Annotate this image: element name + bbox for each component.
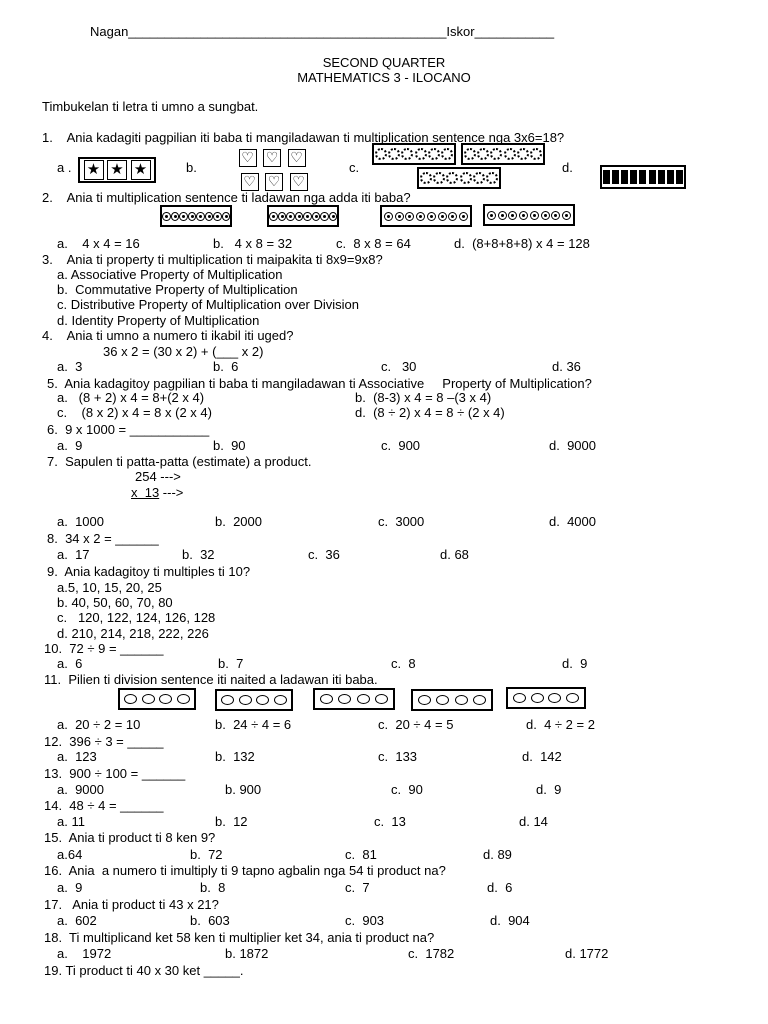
q5-option-d: d. (8 ÷ 2) x 4 = 8 ÷ (2 x 4): [355, 405, 505, 420]
q4-option-c: c. 30: [381, 359, 417, 374]
q1-option-c-label: c.: [349, 160, 360, 175]
swirl-icon: [188, 212, 197, 221]
q17-option-a: a. 602: [57, 913, 97, 928]
gear-icon: [504, 148, 516, 160]
q1-option-d-sticks-picture: [600, 165, 686, 189]
stick-icon: [676, 170, 683, 184]
q11-option-d: d. 4 ÷ 2 = 2: [526, 717, 595, 732]
q13-option-b: b. 900: [225, 782, 262, 797]
heart-icon: ♡: [263, 149, 281, 167]
q17-option-b: b. 603: [190, 913, 230, 928]
q9-option-d: d. 210, 214, 218, 222, 226: [57, 626, 209, 641]
q8-question: 8. 34 x 2 = ______: [47, 531, 159, 546]
q11-option-b: b. 24 ÷ 4 = 6: [215, 717, 292, 732]
swirl-icon: [222, 212, 231, 221]
q16-option-c: c. 7: [345, 880, 370, 895]
oval-icon: [124, 694, 137, 704]
q6-option-a: a. 9: [57, 438, 83, 453]
swirl-icon: [312, 212, 321, 221]
swirl-icon: [269, 212, 278, 221]
swirl-icon: [427, 212, 436, 221]
q14-option-c: c. 13: [374, 814, 406, 829]
gear-icon: [428, 148, 440, 160]
q10-option-d: d. 9: [562, 656, 588, 671]
oval-icon: [357, 694, 370, 704]
q14-option-d: d. 14: [519, 814, 548, 829]
q8-option-d: d. 68: [440, 547, 469, 562]
title-subject: MATHEMATICS 3 - ILOCANO: [297, 70, 471, 85]
oval-icon: [548, 693, 561, 703]
stick-icon: [649, 170, 656, 184]
swirl-icon: [438, 212, 447, 221]
instruction: Timbukelan ti letra ti umno a sungbat.: [42, 99, 259, 114]
q11-picture-group-1: [118, 688, 196, 710]
gear-icon: [446, 172, 458, 184]
q16-question: 16. Ania a numero ti imultiply ti 9 tapno agbalin nga 54 ti product na?: [44, 863, 446, 878]
oval-icon: [375, 694, 388, 704]
swirl-icon: [395, 212, 404, 221]
gear-icon: [388, 148, 400, 160]
swirl-icon: [179, 212, 188, 221]
q12-option-b: b. 132: [215, 749, 255, 764]
star-icon: ★: [131, 160, 151, 180]
oval-icon: [513, 693, 526, 703]
q1-option-b-hearts-row1: [232, 146, 312, 170]
q1-option-a-label: a .: [57, 160, 72, 175]
q2-option-a: a. 4 x 4 = 16: [57, 236, 140, 251]
q17-question: 17. Ania ti product ti 43 x 21?: [44, 897, 219, 912]
q7-option-d: d. 4000: [549, 514, 596, 529]
q10-question: 10. 72 ÷ 9 = ______: [44, 641, 164, 656]
q11-option-a: a. 20 ÷ 2 = 10: [57, 717, 141, 732]
q1-option-c-gear-group-2: [461, 143, 545, 165]
q12-option-d: d. 142: [522, 749, 562, 764]
swirl-icon: [498, 211, 507, 220]
q2-picture-group-1: [160, 205, 232, 227]
title-quarter: SECOND QUARTER: [322, 55, 446, 70]
gear-icon: [477, 148, 489, 160]
q3-option-a: a. Associative Property of Multiplication: [57, 267, 283, 282]
heart-icon: ♡: [290, 173, 308, 191]
q4-option-a: a. 3: [57, 359, 83, 374]
q16-option-d: d. 6: [487, 880, 513, 895]
q1-option-c-gear-group-3: [417, 167, 501, 189]
oval-icon: [436, 695, 449, 705]
q2-option-c: c. 8 x 8 = 64: [336, 236, 411, 251]
q7-multiplier-number: x 13: [131, 485, 160, 500]
q7-multiplicand: 254 --->: [135, 469, 181, 484]
q1-option-c-gear-group-1: [372, 143, 456, 165]
swirl-icon: [303, 212, 312, 221]
q6-option-d: d. 9000: [549, 438, 596, 453]
stick-icon: [612, 170, 619, 184]
q10-option-a: a. 6: [57, 656, 83, 671]
q3-option-b: b. Commutative Property of Multiplication: [57, 282, 298, 297]
swirl-icon: [171, 212, 180, 221]
q6-option-c: c. 900: [381, 438, 421, 453]
q16-option-a: a. 9: [57, 880, 83, 895]
q5-option-c: c. (8 x 2) x 4 = 8 x (2 x 4): [57, 405, 212, 420]
swirl-icon: [295, 212, 304, 221]
q4-option-b: b. 6: [213, 359, 239, 374]
q18-question: 18. Ti multiplicand ket 58 ken ti multiplier ket 34, ania ti product na?: [44, 930, 435, 945]
q9-option-c: c. 120, 122, 124, 126, 128: [57, 610, 216, 625]
gear-icon: [464, 148, 476, 160]
gear-icon: [433, 172, 445, 184]
q18-option-d: d. 1772: [565, 946, 609, 961]
q15-option-d: d. 89: [483, 847, 512, 862]
q3-option-c: c. Distributive Property of Multiplication over Division: [57, 297, 359, 312]
q7-multiplier: [131, 485, 183, 500]
q13-option-d: d. 9: [536, 782, 562, 797]
q13-option-a: a. 9000: [57, 782, 104, 797]
gear-icon: [401, 148, 413, 160]
q18-option-b: b. 1872: [225, 946, 269, 961]
q10-option-b: b. 7: [218, 656, 244, 671]
swirl-icon: [286, 212, 295, 221]
q12-option-c: c. 133: [378, 749, 418, 764]
gear-icon: [420, 172, 432, 184]
oval-icon: [320, 694, 333, 704]
q14-option-b: b. 12: [215, 814, 248, 829]
oval-icon: [239, 695, 252, 705]
q2-picture-group-3: [380, 205, 472, 227]
q5-option-a: a. (8 + 2) x 4 = 8+(2 x 4): [57, 390, 205, 405]
q1-option-a-stars-picture: [78, 157, 156, 183]
q5-question: 5. Ania kadagitoy pagpilian ti baba ti mangiladawan ti Associative Property of Multiplication?: [47, 376, 592, 391]
swirl-icon: [405, 212, 414, 221]
q15-question: 15. Ania ti product ti 8 ken 9?: [44, 830, 216, 845]
gear-icon: [415, 148, 427, 160]
q6-question: 6. 9 x 1000 = ___________: [47, 422, 210, 437]
q7-question: 7. Sapulen ti patta-patta (estimate) a product.: [47, 454, 312, 469]
q12-question: 12. 396 ÷ 3 = _____: [44, 734, 164, 749]
heart-icon: ♡: [265, 173, 283, 191]
star-icon: ★: [107, 160, 127, 180]
q12-option-a: a. 123: [57, 749, 97, 764]
swirl-icon: [562, 211, 571, 220]
swirl-icon: [508, 211, 517, 220]
q1-option-b-label: b.: [186, 160, 197, 175]
q15-option-a: a.64: [57, 847, 83, 862]
q7-option-c: c. 3000: [378, 514, 425, 529]
swirl-icon: [519, 211, 528, 220]
q18-option-c: c. 1782: [408, 946, 455, 961]
oval-icon: [566, 693, 579, 703]
q13-option-c: c. 90: [391, 782, 423, 797]
q4-expression: 36 x 2 = (30 x 2) + (___ x 2): [103, 344, 264, 359]
oval-icon: [142, 694, 155, 704]
swirl-icon: [205, 212, 214, 221]
q8-option-b: b. 32: [182, 547, 215, 562]
oval-icon: [531, 693, 544, 703]
q17-option-c: c. 903: [345, 913, 385, 928]
q2-question: 2. Ania ti multiplication sentence ti ladawan nga adda iti baba?: [42, 190, 411, 205]
q7-option-a: a. 1000: [57, 514, 104, 529]
swirl-icon: [459, 212, 468, 221]
q9-option-a: a.5, 10, 15, 20, 25: [57, 580, 162, 595]
q11-option-c: c. 20 ÷ 4 = 5: [378, 717, 454, 732]
swirl-icon: [487, 211, 496, 220]
q11-question: 11. Pilien ti division sentence iti naited a ladawan iti baba.: [44, 672, 378, 687]
q15-option-c: c. 81: [345, 847, 377, 862]
star-icon: ★: [84, 160, 104, 180]
swirl-icon: [213, 212, 222, 221]
stick-icon: [621, 170, 628, 184]
q11-picture-group-3: [313, 688, 395, 710]
stick-icon: [630, 170, 637, 184]
stick-icon: [639, 170, 646, 184]
oval-icon: [274, 695, 287, 705]
swirl-icon: [162, 212, 171, 221]
gear-icon: [530, 148, 542, 160]
q3-option-d: d. Identity Property of Multiplication: [57, 313, 260, 328]
q18-option-a: a. 1972: [57, 946, 112, 961]
q11-picture-group-4: [411, 689, 493, 711]
swirl-icon: [384, 212, 393, 221]
oval-icon: [256, 695, 269, 705]
stick-icon: [603, 170, 610, 184]
q3-question: 3. Ania ti property ti multiplication ti maipakita ti 8x9=9x8?: [42, 252, 383, 267]
q13-question: 13. 900 ÷ 100 = ______: [44, 766, 186, 781]
q1-option-d-label: d.: [562, 160, 573, 175]
q9-option-b: b. 40, 50, 60, 70, 80: [57, 595, 173, 610]
swirl-icon: [416, 212, 425, 221]
heart-icon: ♡: [241, 173, 259, 191]
q2-picture-group-2: [267, 205, 339, 227]
q14-option-a: a. 11: [57, 814, 85, 829]
gear-icon: [517, 148, 529, 160]
q4-option-d: d. 36: [552, 359, 581, 374]
oval-icon: [455, 695, 468, 705]
q16-option-b: b. 8: [200, 880, 226, 895]
swirl-icon: [278, 212, 287, 221]
oval-icon: [418, 695, 431, 705]
swirl-icon: [530, 211, 539, 220]
q1-question: 1. Ania kadagiti pagpilian iti baba ti mangiladawan ti multiplication sentence nga 3x6=18?: [42, 130, 565, 145]
q19-question: 19. Ti product ti 40 x 30 ket _____.: [44, 963, 244, 978]
q7-multiplier-arrow: --->: [159, 485, 184, 500]
q14-question: 14. 48 ÷ 4 = ______: [44, 798, 164, 813]
q2-option-d: d. (8+8+8+8) x 4 = 128: [454, 236, 590, 251]
oval-icon: [473, 695, 486, 705]
q8-option-c: c. 36: [308, 547, 340, 562]
q17-option-d: d. 904: [490, 913, 530, 928]
q11-picture-group-2: [215, 689, 293, 711]
q2-picture-group-4: [483, 204, 575, 226]
oval-icon: [159, 694, 172, 704]
q2-option-b: b. 4 x 8 = 32: [213, 236, 293, 251]
q9-question: 9. Ania kadagitoy ti multiples ti 10?: [47, 564, 251, 579]
swirl-icon: [196, 212, 205, 221]
stick-icon: [658, 170, 665, 184]
swirl-icon: [551, 211, 560, 220]
q15-option-b: b. 72: [190, 847, 223, 862]
swirl-icon: [329, 212, 338, 221]
gear-icon: [486, 172, 498, 184]
oval-icon: [338, 694, 351, 704]
q4-question: 4. Ania ti umno a numero ti ikabil iti uged?: [42, 328, 294, 343]
oval-icon: [221, 695, 234, 705]
swirl-icon: [320, 212, 329, 221]
name-score-line: Nagan____________________________________________Iskor___________: [90, 24, 555, 39]
heart-icon: ♡: [239, 149, 257, 167]
q5-option-b: b. (8-3) x 4 = 8 –(3 x 4): [355, 390, 492, 405]
q8-option-a: a. 17: [57, 547, 90, 562]
gear-icon: [375, 148, 387, 160]
heart-icon: ♡: [288, 149, 306, 167]
gear-icon: [441, 148, 453, 160]
gear-icon: [460, 172, 472, 184]
gear-icon: [490, 148, 502, 160]
stick-icon: [667, 170, 674, 184]
oval-icon: [177, 694, 190, 704]
swirl-icon: [541, 211, 550, 220]
q7-option-b: b. 2000: [215, 514, 262, 529]
q6-option-b: b. 90: [213, 438, 246, 453]
gear-icon: [473, 172, 485, 184]
swirl-icon: [448, 212, 457, 221]
q10-option-c: c. 8: [391, 656, 416, 671]
q11-picture-group-5: [506, 687, 586, 709]
